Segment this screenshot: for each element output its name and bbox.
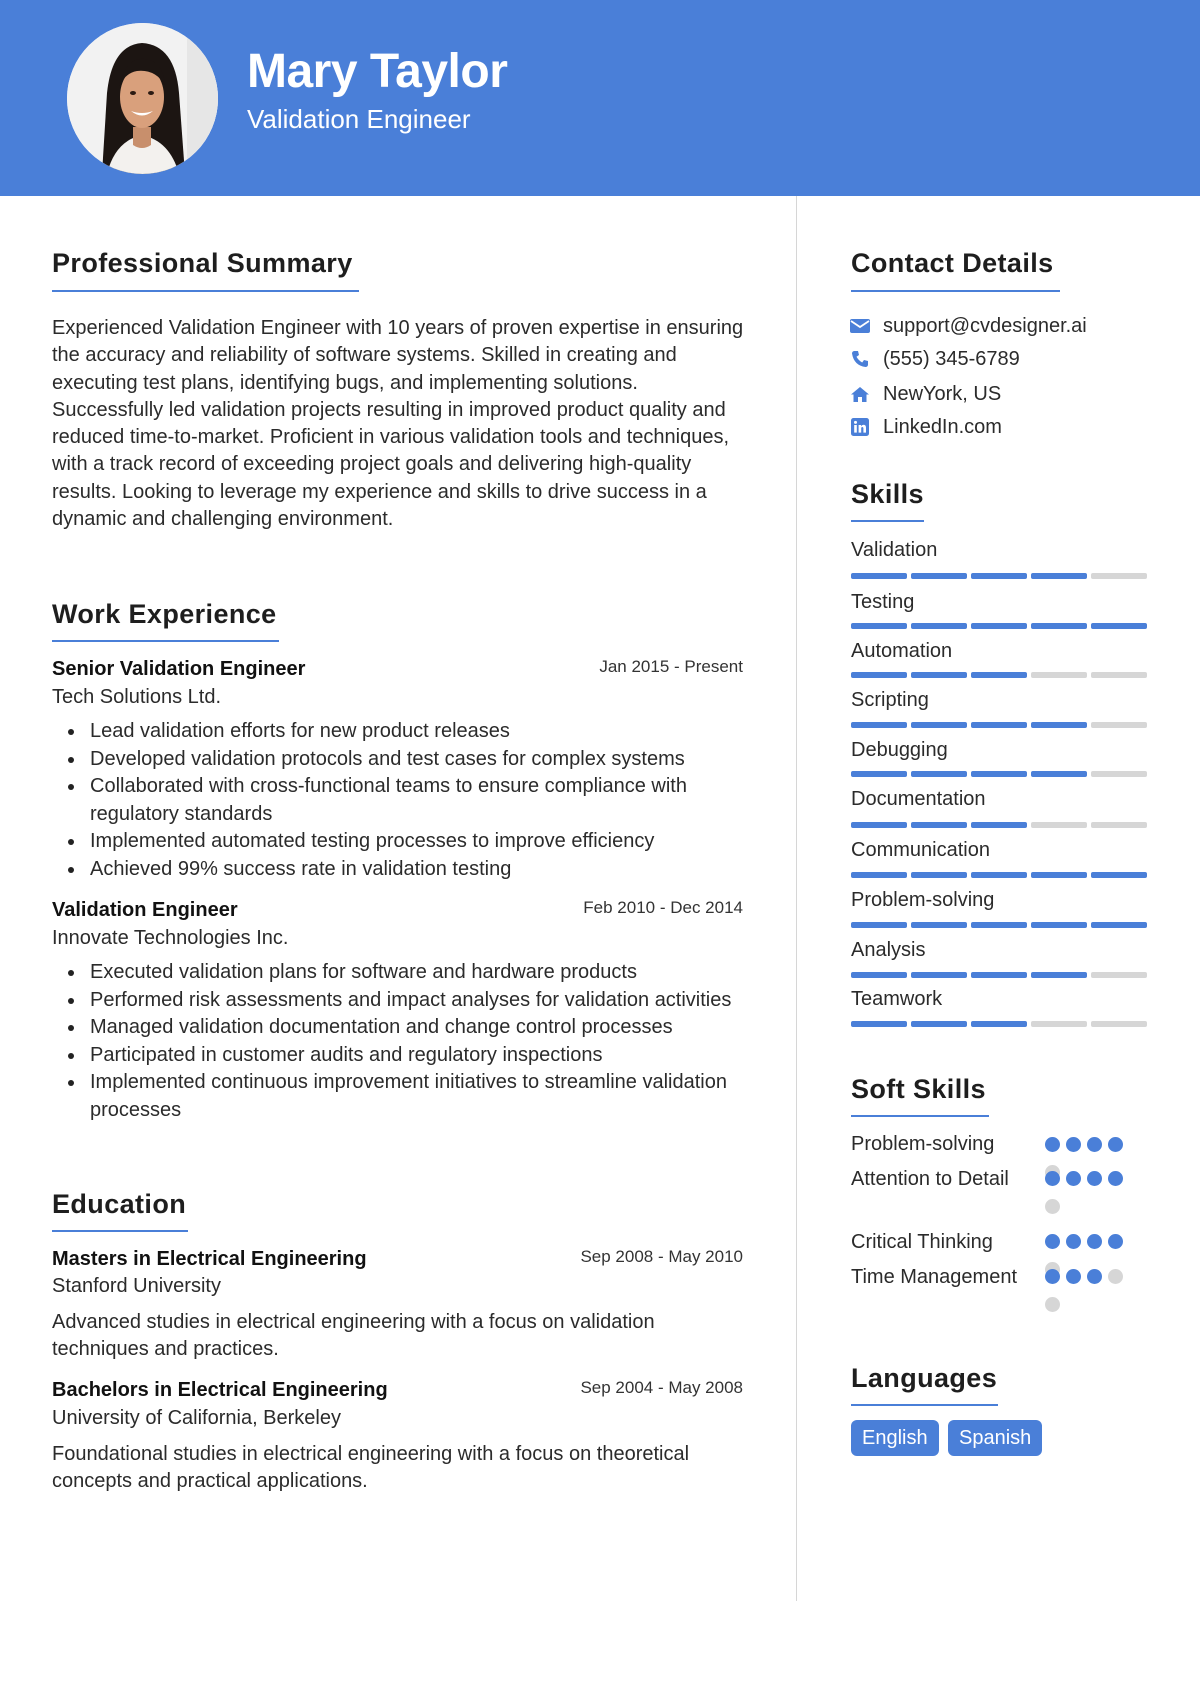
skill-bar-segment [1091,672,1147,678]
skill-bar-segment [911,1021,967,1027]
skill-bar-segment [911,722,967,728]
skill-name: Debugging [851,739,948,761]
rating-dot [1066,1269,1081,1284]
skill-bar-segment [1031,573,1087,579]
contact-email-text: support@cvdesigner.ai [883,314,1087,337]
skill-bar-segment [1031,922,1087,928]
rating-dot [1108,1171,1123,1186]
skill-bar-segment [1031,972,1087,978]
contact-linkedin-text: LinkedIn.com [883,415,1002,438]
skill-bar-segment [1031,822,1087,828]
skill-bar [851,672,1146,678]
skill-name: Communication [851,839,990,861]
contact-email[interactable] [850,313,1087,339]
skill-bar-segment [1031,872,1087,878]
skill-bar [851,722,1146,728]
skill-bar-segment [971,771,1027,777]
skill-name: Analysis [851,939,926,961]
job-bullets [52,718,752,883]
skill-bar-segment [851,722,907,728]
language-badge: English [851,1420,939,1456]
languages-title: Languages [851,1363,998,1393]
skill-bar-segment [1091,1021,1147,1027]
skill-bar-segment [971,1021,1027,1027]
linkedin-icon [850,417,870,437]
soft-skill-name: Attention to Detail [851,1168,1009,1190]
skill-bar [851,922,1146,928]
job-bullet: Managed validation documentation and change control processes [52,1014,752,1042]
contact-location [850,381,1001,407]
skill-bar-segment [1091,573,1147,579]
contact-phone[interactable] [850,346,1020,372]
skill-bar-segment [911,872,967,878]
skill-bar-segment [911,573,967,579]
rating-dot [1087,1269,1102,1284]
skill-bar-segment [971,573,1027,579]
rating-dot [1045,1199,1060,1214]
skill-bar-segment [851,672,907,678]
skill-bar-segment [851,972,907,978]
experience-underline [52,640,279,642]
skill-bar-segment [851,1021,907,1027]
skill-bar [851,1021,1146,1027]
skill-bar-segment [1091,922,1147,928]
soft-skill-name: Time Management [851,1266,1017,1288]
rating-dot [1045,1269,1060,1284]
school-name: Stanford University [52,1275,221,1297]
rating-dot [1045,1234,1060,1249]
skill-bar-segment [971,672,1027,678]
soft-skill-name: Critical Thinking [851,1231,993,1253]
skill-bar [851,872,1146,878]
job-bullet: Collaborated with cross-functional teams to ensure compliance with regulatory standards [52,773,752,828]
skill-bar-segment [1031,722,1087,728]
language-badge: Spanish [948,1420,1042,1456]
skill-bar [851,822,1146,828]
skill-bar [851,623,1146,629]
degree-title: Masters in Electrical Engineering [52,1248,367,1270]
skill-bar-segment [851,822,907,828]
skill-bar-segment [971,922,1027,928]
skill-bar-segment [971,623,1027,629]
skill-bar [851,573,1146,579]
skill-bar-segment [911,623,967,629]
job-title: Validation Engineer [52,899,238,921]
job-bullet: Implemented continuous improvement initiatives to streamline validation processes [52,1069,752,1124]
rating-dot [1045,1171,1060,1186]
skill-bar-segment [851,872,907,878]
skill-bar-segment [971,972,1027,978]
summary-underline [52,290,359,292]
rating-dot [1108,1137,1123,1152]
skill-bar [851,972,1146,978]
skill-bar-segment [1031,672,1087,678]
phone-icon [850,349,870,369]
contact-phone-text: (555) 345-6789 [883,347,1020,370]
skill-name: Scripting [851,689,929,711]
school-name: University of California, Berkeley [52,1407,341,1429]
candidate-name: Mary Taylor [247,45,508,98]
skill-bar [851,771,1146,777]
job-company: Tech Solutions Ltd. [52,686,221,708]
contact-underline [851,290,1060,292]
summary-text: Experienced Validation Engineer with 10 years of proven expertise in ensuring the accuracy and reliability of software systems. Skilled in creating and executing test plans, identifying bugs, and implementing solutions. Successfully led validation projects resulting in improved product quality and reduced time-to-market. Proficient in various validation tools and techniques, with a track record of exceeding project goals and delivering high-quality results. Looking to leverage my experience and skills to drive success in a dynamic and challenging environment. [52,317,744,531]
skill-bar-segment [971,872,1027,878]
job-dates: Feb 2010 - Dec 2014 [583,898,743,917]
header-banner [0,0,1200,196]
rating-dot [1108,1269,1123,1284]
skill-bar-segment [911,771,967,777]
envelope-icon [850,316,870,336]
degree-description: Foundational studies in electrical engineering with a focus on theoretical concepts and practical applications. [52,1443,690,1493]
contact-title: Contact Details [851,248,1054,278]
skill-bar-segment [1091,972,1147,978]
skill-bar-segment [911,672,967,678]
soft-skills-underline [851,1115,989,1117]
skills-title: Skills [851,479,924,509]
job-bullet: Lead validation efforts for new product releases [52,718,752,746]
contact-location-text: NewYork, US [883,382,1002,405]
skill-bar-segment [1031,1021,1087,1027]
rating-dot [1087,1234,1102,1249]
degree-title: Bachelors in Electrical Engineering [52,1379,388,1401]
contact-linkedin[interactable] [850,414,1002,440]
skill-bar-segment [911,922,967,928]
column-divider [796,196,797,1601]
job-bullet: Executed validation plans for software and hardware products [52,959,752,987]
soft-skill-name: Problem-solving [851,1133,995,1155]
skill-bar-segment [1091,771,1147,777]
job-dates: Jan 2015 - Present [599,657,743,676]
education-underline [52,1230,188,1232]
profile-photo [67,23,218,174]
skill-bar-segment [851,573,907,579]
skill-bar-segment [1091,872,1147,878]
degree-dates: Sep 2008 - May 2010 [580,1247,743,1266]
rating-dot [1087,1137,1102,1152]
job-bullet: Performed risk assessments and impact analyses for validation activities [52,987,752,1015]
skill-bar-segment [1031,771,1087,777]
skill-bar-segment [851,623,907,629]
candidate-role: Validation Engineer [247,104,471,134]
job-bullets [52,959,752,1124]
skill-name: Testing [851,591,915,613]
skill-name: Problem-solving [851,889,995,911]
rating-dot [1045,1297,1060,1312]
degree-description: Advanced studies in electrical engineering with a focus on validation techniques and practices. [52,1311,655,1361]
languages-underline [851,1404,998,1406]
skill-name: Automation [851,640,953,662]
skill-bar-segment [911,822,967,828]
rating-dot [1066,1137,1081,1152]
job-title: Senior Validation Engineer [52,658,306,680]
job-company: Innovate Technologies Inc. [52,927,289,949]
rating-dot [1066,1171,1081,1186]
job-bullet: Implemented automated testing processes to improve efficiency [52,828,752,856]
job-bullet: Developed validation protocols and test cases for complex systems [52,746,752,774]
summary-title: Professional Summary [52,248,353,278]
skill-bar-segment [1031,623,1087,629]
skill-bar-segment [971,822,1027,828]
skill-name: Teamwork [851,988,943,1010]
soft-skills-title: Soft Skills [851,1074,986,1104]
skill-bar-segment [911,972,967,978]
skill-bar-segment [1091,722,1147,728]
skill-bar-segment [1091,623,1147,629]
skill-name: Validation [851,539,938,561]
skill-name: Documentation [851,788,986,810]
degree-dates: Sep 2004 - May 2008 [580,1378,743,1397]
skill-bar-segment [851,922,907,928]
rating-dot [1045,1137,1060,1152]
rating-dot [1066,1234,1081,1249]
rating-dot [1087,1171,1102,1186]
portrait-illustration [67,23,218,174]
job-bullet: Participated in customer audits and regulatory inspections [52,1042,752,1070]
rating-dot [1108,1234,1123,1249]
skill-bar-segment [1091,822,1147,828]
job-bullet: Achieved 99% success rate in validation testing [52,856,752,884]
skill-bar-segment [851,771,907,777]
skills-underline [851,520,924,522]
home-icon [850,384,870,404]
skill-bar-segment [971,722,1027,728]
experience-title: Work Experience [52,599,277,629]
education-title: Education [52,1189,187,1219]
